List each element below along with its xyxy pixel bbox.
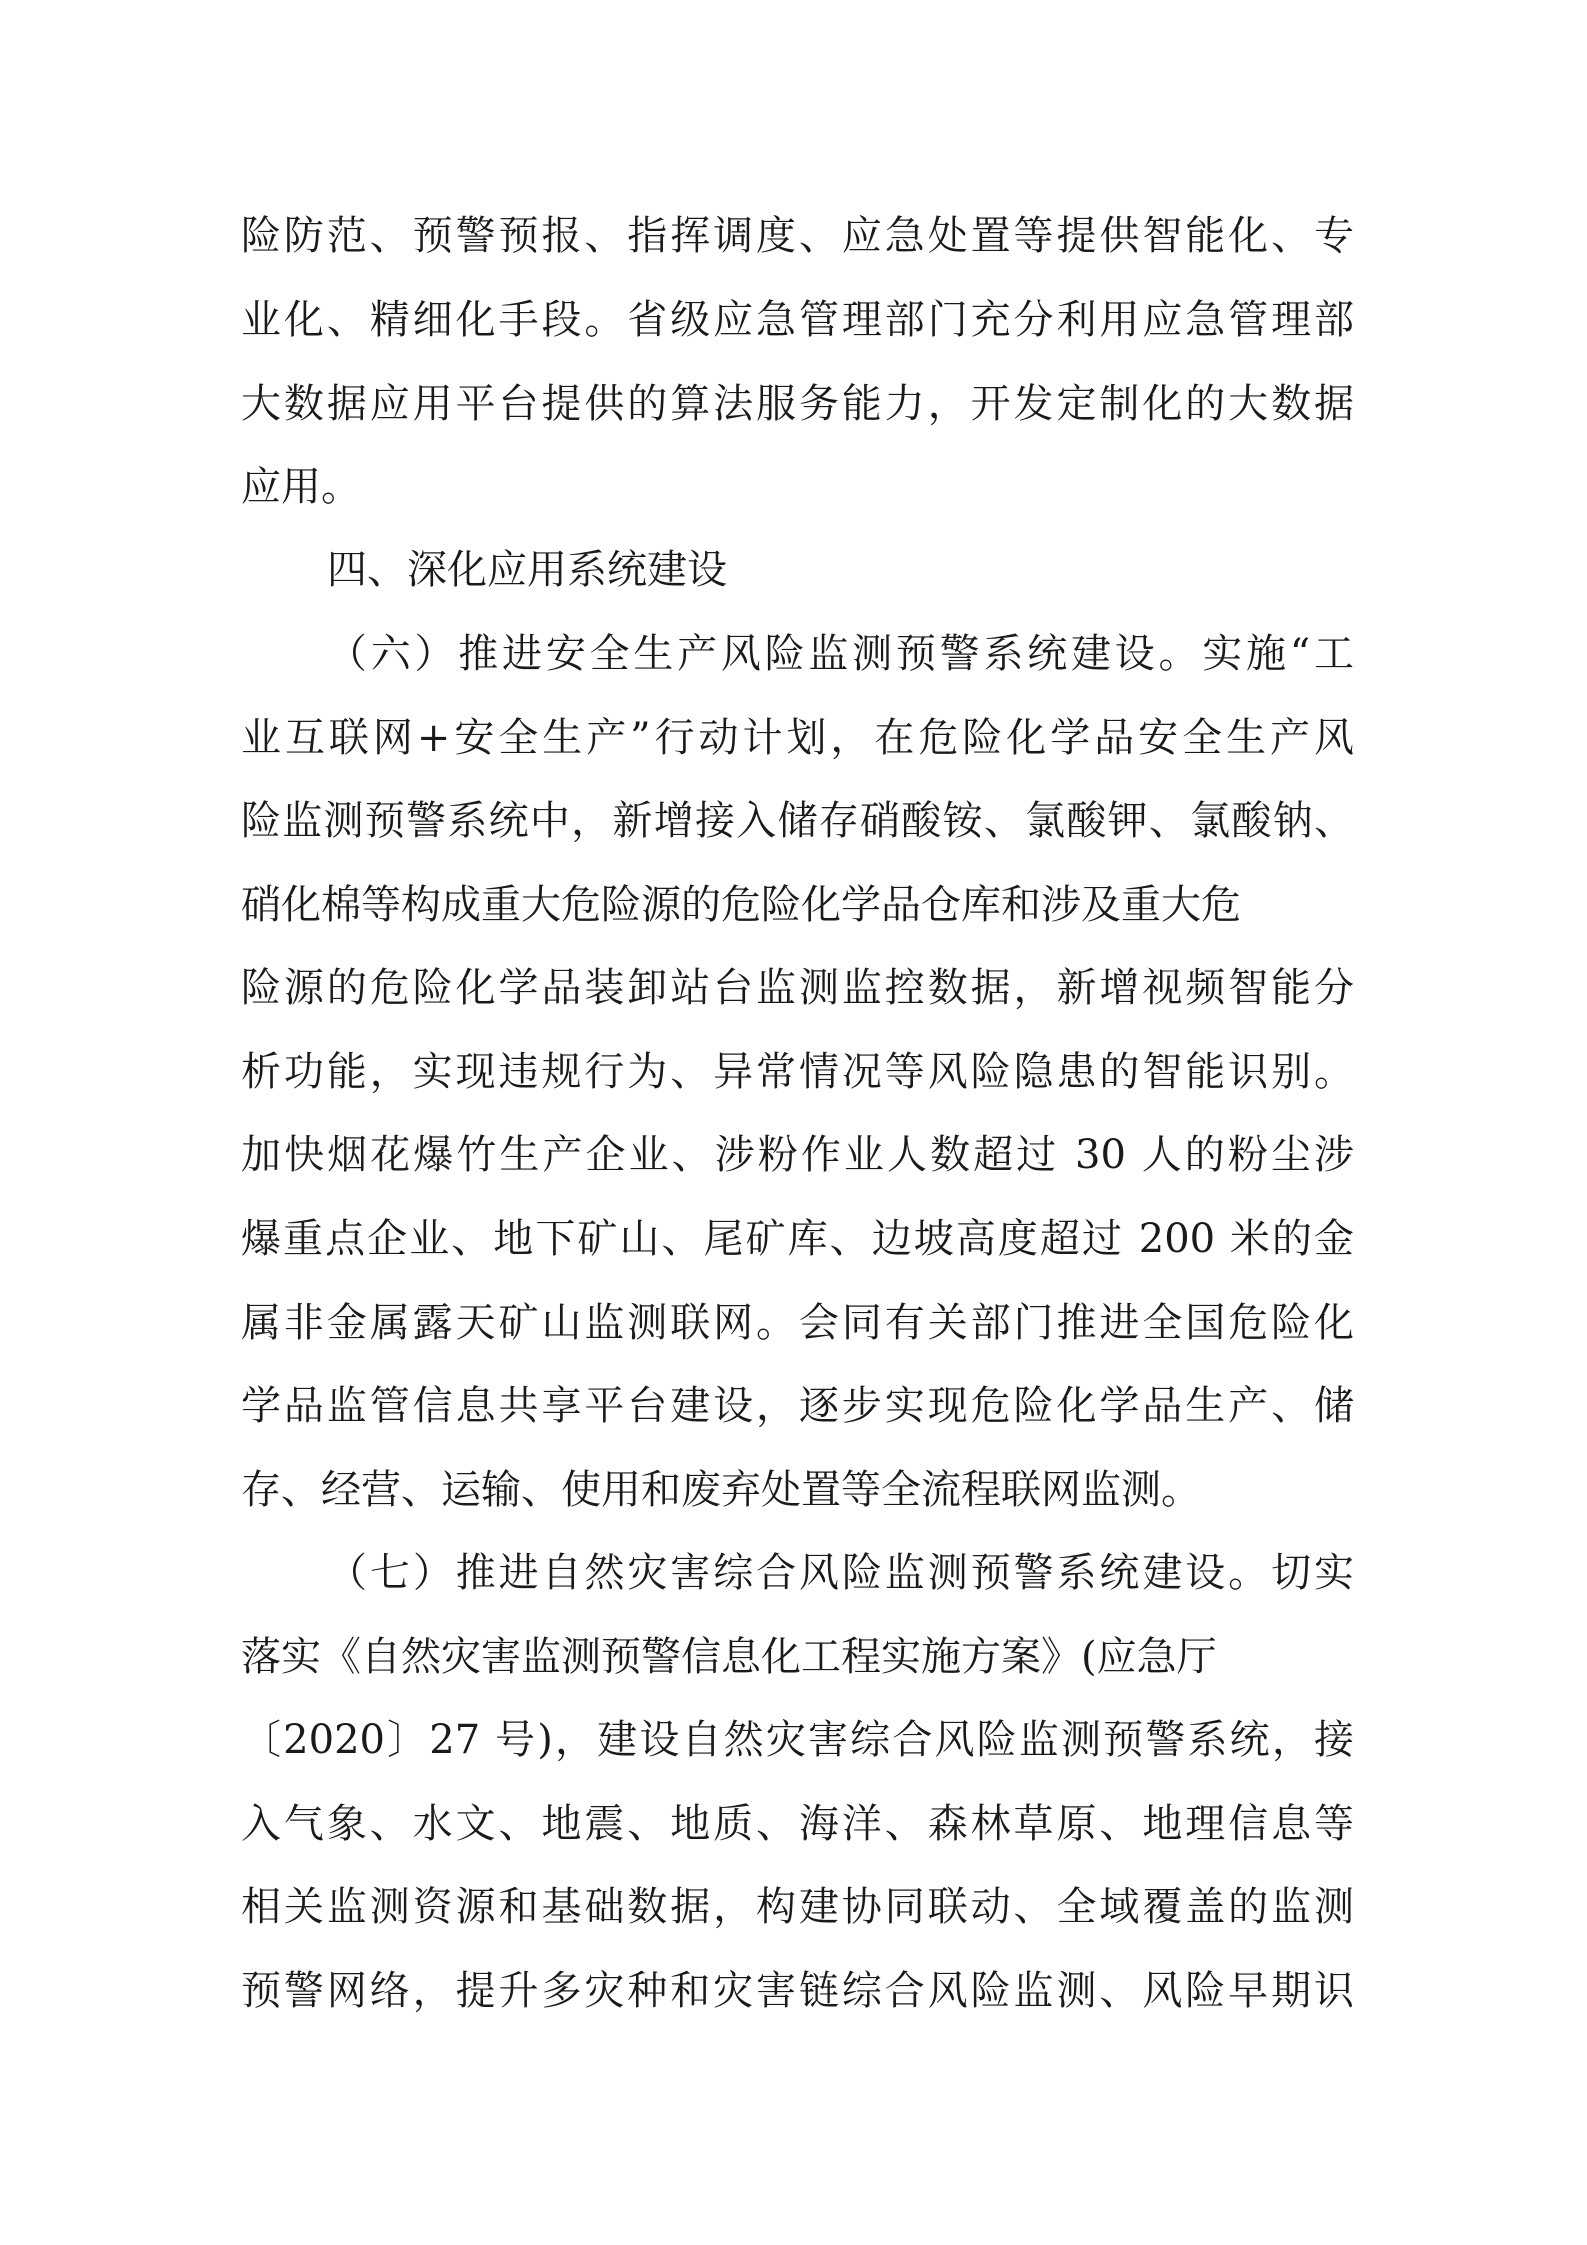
paragraph-line-16: 存、经营、运输、使用和废弃处置等全流程联网监测。 xyxy=(241,1467,1201,1513)
paragraph-line-14: 属非金属露天矿山监测联网。会同有关部门推进全国危险化 xyxy=(241,1300,1354,1346)
paragraph-line-3: 大数据应用平台提供的算法服务能力，开发定制化的大数据 xyxy=(241,381,1354,427)
subsection-7-first-line: （七）推进自然灾害综合风险监测预警系统建设。切实 xyxy=(327,1550,1354,1596)
paragraph-line-12: 加快烟花爆竹生产企业、涉粉作业人数超过 30 人的粉尘涉 xyxy=(241,1132,1354,1178)
paragraph-line-9: 硝化棉等构成重大危险源的危险化学品仓库和涉及重大危 xyxy=(241,882,1241,928)
paragraph-line-1: 险防范、预警预报、指挥调度、应急处置等提供智能化、专 xyxy=(241,213,1354,259)
paragraph-line-11: 析功能，实现违规行为、异常情况等风险隐患的智能识别。 xyxy=(241,1049,1354,1095)
paragraph-line-18: 落实《自然灾害监测预警信息化工程实施方案》(应急厅 xyxy=(241,1634,1217,1680)
paragraph-line-10: 险源的危险化学品装卸站台监测监控数据，新增视频智能分 xyxy=(241,965,1354,1011)
paragraph-line-19: 〔2020〕27 号)，建设自然灾害综合风险监测预警系统，接 xyxy=(241,1717,1354,1763)
paragraph-line-15: 学品监管信息共享平台建设，逐步实现危险化学品生产、储 xyxy=(241,1383,1354,1429)
paragraph-line-22: 预警网络，提升多灾种和灾害链综合风险监测、风险早期识 xyxy=(241,1968,1354,2014)
paragraph-line-4: 应用。 xyxy=(241,464,361,510)
section-heading-4: 四、深化应用系统建设 xyxy=(327,547,727,593)
paragraph-line-20: 入气象、水文、地震、地质、海洋、森林草原、地理信息等 xyxy=(241,1801,1354,1847)
paragraph-line-7: 业互联网+安全生产”行动计划，在危险化学品安全生产风 xyxy=(241,715,1354,761)
subsection-6-first-line: （六）推进安全生产风险监测预警系统建设。实施“工 xyxy=(327,631,1354,677)
paragraph-line-13: 爆重点企业、地下矿山、尾矿库、边坡高度超过 200 米的金 xyxy=(241,1216,1354,1262)
paragraph-line-8: 险监测预警系统中，新增接入储存硝酸铵、氯酸钾、氯酸钠、 xyxy=(241,798,1354,844)
paragraph-line-21: 相关监测资源和基础数据，构建协同联动、全域覆盖的监测 xyxy=(241,1884,1354,1930)
paragraph-line-2: 业化、精细化手段。省级应急管理部门充分利用应急管理部 xyxy=(241,297,1354,343)
